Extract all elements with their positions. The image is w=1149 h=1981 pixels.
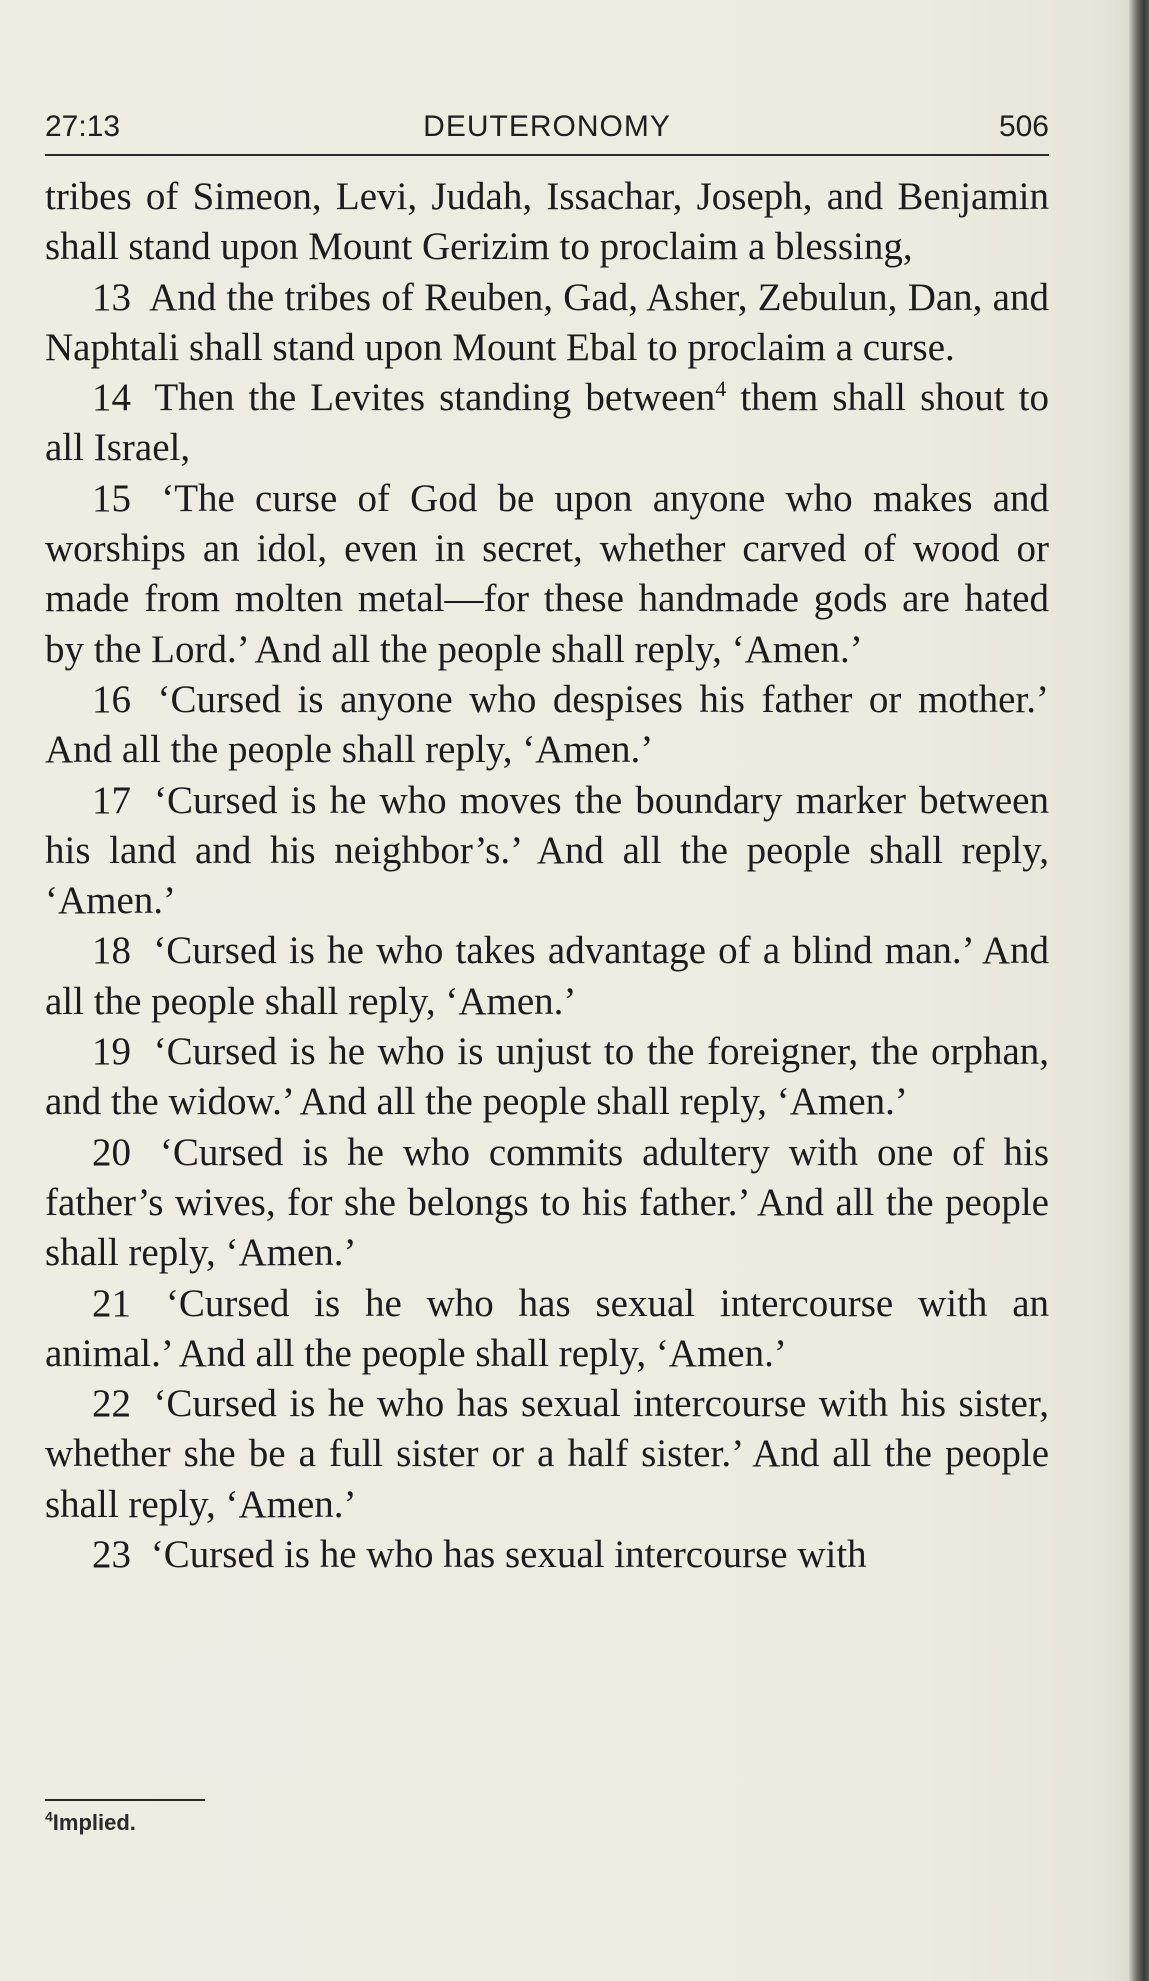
verse-paragraph	[45, 675, 1049, 776]
footnote-marker: 4	[45, 1808, 53, 1825]
verse-text: ‘Cursed is he who is unjust to the foreigner, the orphan, and the widow.’ And all the people shall reply, ‘Amen.’	[45, 1030, 1050, 1124]
verse-number: 16	[92, 677, 131, 721]
verse-number: 22	[92, 1382, 131, 1426]
verse-text-continued: them shall shout to all Israel,	[45, 376, 1049, 470]
verse-paragraph	[45, 1128, 1049, 1279]
header-page-number: 506	[998, 110, 1049, 143]
verse-text: tribes of Simeon, Levi, Judah, Issachar, Joseph, and Benjamin shall stand upon Mount Gerizim to proclaim a blessing,	[45, 175, 1049, 269]
footnote	[45, 1810, 136, 1836]
verse-number: 23	[92, 1533, 131, 1577]
verse-number: 17	[92, 778, 131, 822]
verse-text: ‘Cursed is he who has sexual intercourse with his sister, whether she be a full sister or a half sister.’ And all the people shall reply, ‘Amen.’	[45, 1382, 1049, 1526]
verse-text: ‘Cursed is he who has sexual intercourse with an animal.’ And all the people shall reply, ‘Amen.’	[45, 1281, 1050, 1375]
verse-number: 13	[92, 275, 131, 319]
verse-paragraph	[45, 1530, 1049, 1580]
footnote-text: Implied.	[52, 1810, 136, 1835]
verse-number: 18	[92, 929, 131, 973]
footnote-divider	[45, 1799, 205, 1801]
verse-text: ‘The curse of God be upon anyone who makes and worships an idol, even in secret, whether carved of wood or made from molten metal—for these handmade gods are hated by the Lord.’ And all the people shall reply, ‘Amen.’	[45, 476, 1049, 671]
verse-text: ‘Cursed is he who takes advantage of a blind man.’ And all the people shall reply, ‘Amen.’	[45, 929, 1050, 1023]
verse-text: ‘Cursed is anyone who despises his father or mother.’ And all the people shall reply, ‘Amen.’	[45, 677, 1049, 772]
verse-paragraph	[45, 776, 1049, 927]
header-book-title: DEUTERONOMY	[423, 110, 671, 143]
verse-number: 19	[92, 1030, 131, 1074]
verse-number: 15	[92, 476, 131, 520]
verse-text: ‘Cursed is he who moves the boundary marker between his land and his neighbor’s.’ And all the people shall reply, ‘Amen.’	[45, 778, 1049, 923]
verse-text: ‘Cursed is he who has sexual intercourse with	[150, 1533, 867, 1577]
running-header	[45, 108, 1049, 156]
verse-paragraph	[45, 474, 1049, 675]
verse-number: 14	[92, 376, 131, 420]
scripture-text	[45, 172, 1049, 1580]
verse-text: Then the Levites standing between	[154, 376, 716, 420]
verse-paragraph	[45, 172, 1049, 273]
verse-paragraph	[45, 1279, 1049, 1380]
page-edge-shadow	[1129, 0, 1149, 1981]
verse-text: And the tribes of Reuben, Gad, Asher, Zebulun, Dan, and Naphtali shall stand upon Mount Ebal to proclaim a curse.	[45, 275, 1049, 369]
verse-number: 21	[92, 1281, 131, 1325]
header-chapter-verse: 27:13	[45, 110, 121, 143]
verse-paragraph	[45, 273, 1049, 374]
verse-text: ‘Cursed is he who commits adultery with one of his father’s wives, for she belongs to his father.’ And all the people shall reply, ‘Amen.’	[45, 1130, 1050, 1275]
footnote-reference: 4	[715, 376, 727, 402]
verse-paragraph	[45, 1379, 1049, 1530]
verse-paragraph	[45, 373, 1049, 474]
verse-number: 20	[92, 1130, 131, 1174]
verse-paragraph	[45, 926, 1049, 1027]
verse-paragraph	[45, 1027, 1049, 1128]
